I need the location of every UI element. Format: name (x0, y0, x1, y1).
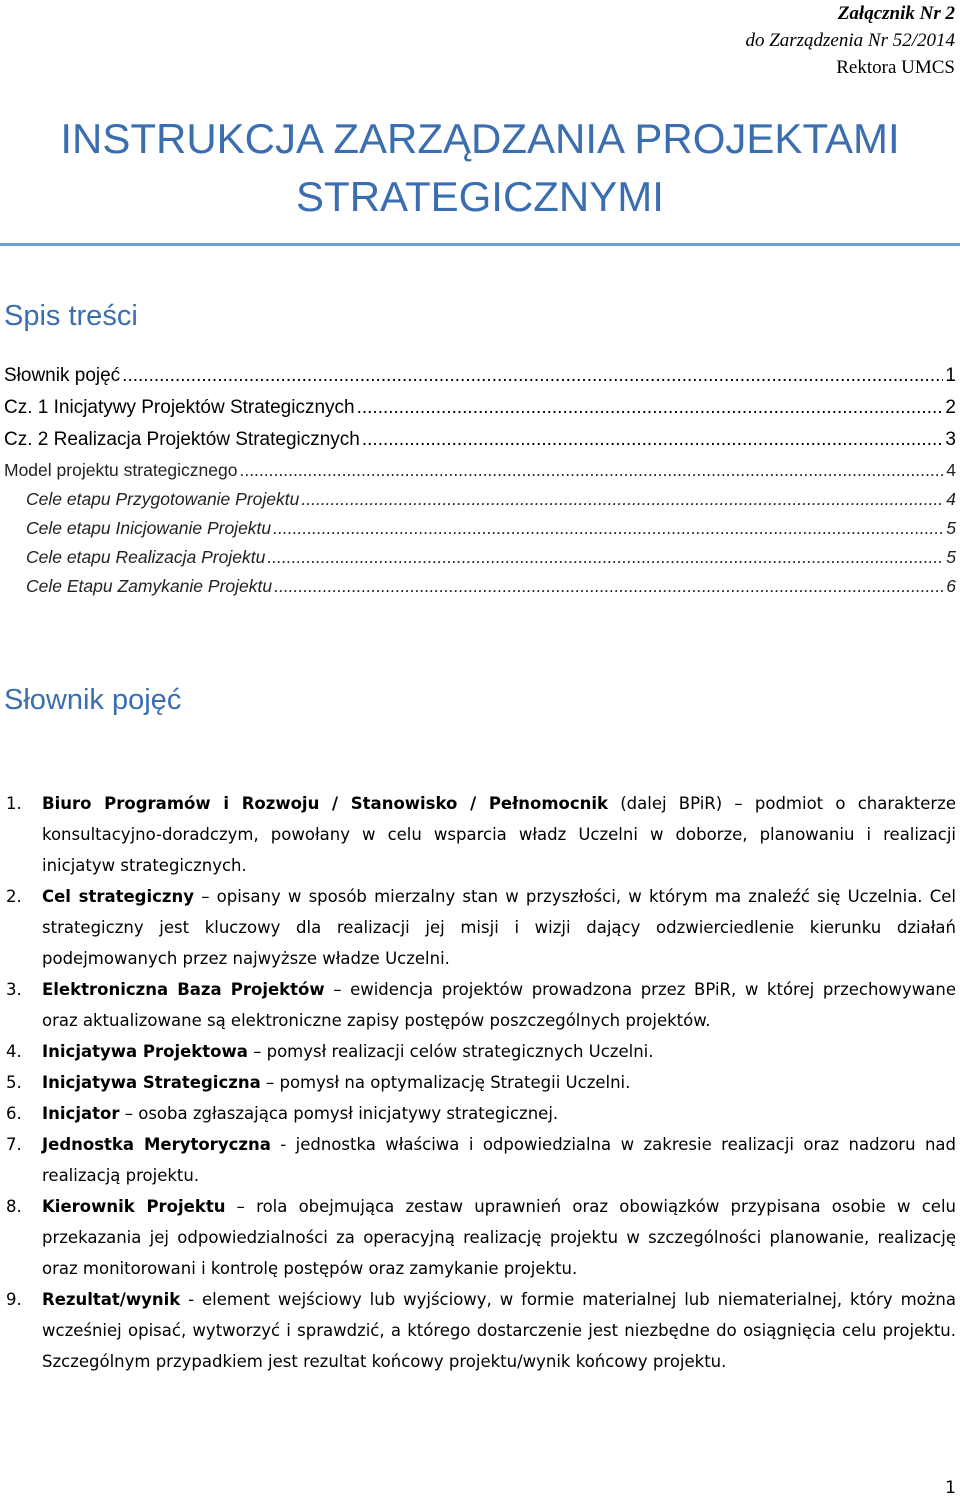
toc-entry-label: Cele etapu Przygotowanie Projektu (26, 489, 300, 509)
title-line-1: INSTRUKCJA ZARZĄDZANIA PROJEKTAMI (60, 115, 900, 162)
glossary-definition: – ewidencja projektów prowadzona przez BPiR, w której przechowywane oraz aktualizowane są elektroniczne zapisy postępów poszczególnych projektów. (42, 980, 956, 1030)
glossary-term: Kierownik Projektu (42, 1197, 226, 1216)
header-attachment-number: Załącznik Nr 2 (837, 3, 955, 24)
glossary-definition: – pomysł na optymalizację Strategii Uczelni. (260, 1073, 631, 1092)
toc-entry-page: 4 (946, 460, 956, 480)
glossary-list (6, 788, 956, 1377)
toc-heading: Spis treści (4, 300, 138, 332)
toc-subentry[interactable] (4, 514, 956, 543)
glossary-item-number: 1. (6, 794, 22, 813)
header-regulation-ref: do Zarządzenia Nr 52/2014 (745, 30, 955, 51)
toc-subentry[interactable] (4, 572, 956, 601)
toc-leader (122, 360, 943, 392)
page-number: 1 (945, 1478, 956, 1498)
glossary-item (6, 1098, 956, 1129)
glossary-item (6, 974, 956, 1036)
toc-entry[interactable] (4, 456, 956, 485)
glossary-item (6, 788, 956, 881)
glossary-term: Elektroniczna Baza Projektów (42, 980, 325, 999)
toc-entry-label: Cz. 1 Inicjatywy Projektów Strategicznych (4, 397, 355, 418)
glossary-definition: – osoba zgłaszająca pomysł inicjatywy strategicznej. (119, 1104, 559, 1123)
glossary-term: Jednostka Merytoryczna (42, 1135, 271, 1154)
glossary-term: Biuro Programów i Rozwoju / Stanowisko / Pełnomocnik (42, 794, 609, 813)
toc-leader (301, 485, 944, 514)
toc-subentry[interactable] (4, 485, 956, 514)
toc-entry-label: Model projektu strategicznego (4, 460, 238, 480)
glossary-item-body (42, 788, 956, 881)
glossary-item-body (42, 1191, 956, 1284)
glossary-item-number: 3. (6, 980, 22, 999)
glossary-item-number: 6. (6, 1104, 22, 1123)
toc-entry-page: 2 (945, 397, 956, 418)
toc-leader (362, 424, 944, 456)
glossary-definition: – opisany w sposób mierzalny stan w przyszłości, w którym ma znaleźć się Uczelnia. Cel strategiczny jest kluczowy dla realizacji jej misji i wizji dający odzwierciedlenie kierunku działań podejmowanych przez najwyższe władze Uczelni. (42, 887, 956, 968)
glossary-term: Inicjator (42, 1104, 120, 1123)
glossary-definition: – rola obejmująca zestaw uprawnień oraz obowiązków przypisana osobie w celu przekazania jej odpowiedzialności za operacyjną realizację projektu w szczególności planowanie, realizację oraz monitorowani i kontrolę postępów oraz zamykanie projektu. (42, 1197, 956, 1278)
glossary-item-body (42, 974, 956, 1036)
glossary-item-number: 9. (6, 1290, 22, 1309)
glossary-item-body (42, 1098, 956, 1129)
toc-subentry[interactable] (4, 543, 956, 572)
glossary-item-number: 5. (6, 1073, 22, 1092)
glossary-item-number: 7. (6, 1135, 22, 1154)
toc-leader (239, 456, 944, 485)
glossary-term: Cel strategiczny (42, 887, 195, 906)
title-divider (0, 243, 960, 246)
glossary-item-number: 8. (6, 1197, 22, 1216)
header-issuer: Rektora UMCS (836, 57, 955, 78)
toc-entry-label: Słownik pojęć (4, 365, 121, 386)
glossary-item (6, 1036, 956, 1067)
toc-entry-page: 4 (946, 489, 956, 509)
toc-entry-page: 5 (946, 518, 956, 538)
glossary-item-body (42, 1036, 956, 1067)
toc-entry-label: Cele etapu Inicjowanie Projektu (26, 518, 272, 538)
toc-entry-label: Cele Etapu Zamykanie Projektu (26, 576, 273, 596)
toc-entry-label: Cele etapu Realizacja Projektu (26, 547, 266, 567)
glossary-item (6, 881, 956, 974)
glossary-item-number: 2. (6, 887, 22, 906)
toc-entry-page: 3 (945, 429, 956, 450)
toc-leader (274, 572, 944, 601)
glossary-definition: - element wejściowy lub wyjściowy, w formie materialnej lub niematerialnej, który można wcześniej opisać, wytworzyć i sprawdzić, a którego dostarczenie jest niezbędne do osiągnięcia celu projektu. Szczególnym przypadkiem jest rezultat końcowy projektu/wynik końcowy projektu. (42, 1290, 956, 1371)
glossary-term: Rezultat/wynik (42, 1290, 181, 1309)
toc-entry-page: 6 (946, 576, 956, 596)
glossary-definition: (dalej BPiR) – podmiot o charakterze konsultacyjno-doradczym, powołany w celu wsparcia władz Uczelni w doborze, planowaniu i realizacji inicjatyw strategicznych. (42, 794, 956, 875)
table-of-contents (4, 360, 956, 601)
toc-entry-page: 5 (946, 547, 956, 567)
attachment-header (555, 0, 955, 81)
toc-entry[interactable] (4, 424, 956, 456)
glossary-item (6, 1284, 956, 1377)
glossary-item-number: 4. (6, 1042, 22, 1061)
toc-leader (357, 392, 944, 424)
glossary-item-body (42, 881, 956, 974)
toc-leader (273, 514, 944, 543)
toc-leader (267, 543, 944, 572)
glossary-definition: – pomysł realizacji celów strategicznych Uczelni. (247, 1042, 654, 1061)
glossary-heading: Słownik pojęć (4, 684, 182, 716)
glossary-item-body (42, 1067, 956, 1098)
title-line-2: STRATEGICZNYMI (296, 173, 664, 220)
glossary-definition: - jednostka właściwa i odpowiedzialna w zakresie realizacji oraz nadzoru nad realizacją projektu. (42, 1135, 956, 1185)
toc-entry-label: Cz. 2 Realizacja Projektów Strategicznych (4, 429, 360, 450)
document-title (0, 110, 960, 226)
glossary-term: Inicjatywa Strategiczna (42, 1073, 261, 1092)
glossary-item-body (42, 1284, 956, 1377)
toc-entry[interactable] (4, 360, 956, 392)
glossary-item (6, 1067, 956, 1098)
glossary-item (6, 1191, 956, 1284)
toc-entry[interactable] (4, 392, 956, 424)
glossary-item-body (42, 1129, 956, 1191)
glossary-item (6, 1129, 956, 1191)
glossary-term: Inicjatywa Projektowa (42, 1042, 248, 1061)
toc-entry-page: 1 (945, 365, 956, 386)
